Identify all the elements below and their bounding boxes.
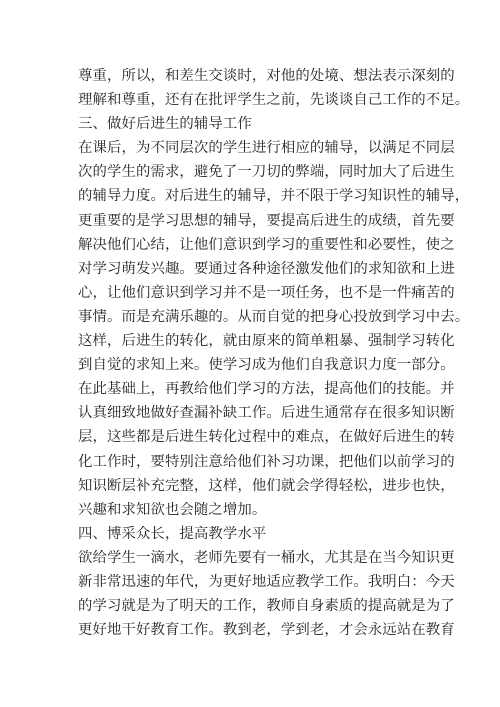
text-line: 在此基础上，再教给他们学习的方法，提高他们的技能。并 xyxy=(78,381,455,398)
text-line: 尊重，所以，和差生交谈时，对他的处境、想法表示深刻的 xyxy=(78,68,455,84)
body-text xyxy=(78,64,470,642)
section-heading: 四、博采众长，提高教学水平 xyxy=(78,525,267,542)
text-line: 理解和尊重，还有在批评学生之前，先谈谈自己工作的不足。 xyxy=(78,92,470,109)
section-heading: 三、做好后进生的辅导工作 xyxy=(78,116,252,133)
text-line: 欲给学生一滴水，老师先要有一桶水，尤其是在当今知识更 xyxy=(78,549,455,566)
text-line: 这样，后进生的转化，就由原来的简单粗暴、强制学习转化 xyxy=(78,333,455,350)
text-line: 的辅导力度。对后进生的辅导，并不限于学习知识性的辅导， xyxy=(78,188,470,205)
text-line: 在课后，为不同层次的学生进行相应的辅导，以满足不同层 xyxy=(78,140,455,157)
text-line: 到自觉的求知上来。使学习成为他们自我意识力度一部分。 xyxy=(78,357,455,374)
text-line: 更好地干好教育工作。教到老，学到老，才会永远站在教育 xyxy=(78,622,455,639)
text-line: 化工作时，要特别注意给他们补习功课，把他们以前学习的 xyxy=(78,453,455,470)
text-line: 知识断层补充完整，这样，他们就会学得轻松，进步也快， xyxy=(78,477,455,494)
text-line: 解决他们心结，让他们意识到学习的重要性和必要性，使之 xyxy=(78,236,455,253)
text-line: 次的学生的需求，避免了一刀切的弊端，同时加大了后进生 xyxy=(78,164,455,181)
text-line: 的学习就是为了明天的工作，教师自身素质的提高就是为了 xyxy=(78,598,455,615)
text-line: 新非常迅速的年代，为更好地适应教学工作。我明白：今天 xyxy=(78,573,455,590)
text-line: 心，让他们意识到学习并不是一项任务，也不是一件痛苦的 xyxy=(78,284,455,301)
text-line: 更重要的是学习思想的辅导，要提高后进生的成绩，首先要 xyxy=(78,212,455,229)
text-line: 层，这些都是后进生转化过程中的难点，在做好后进生的转 xyxy=(78,429,455,446)
text-line: 兴趣和求知欲也会随之增加。 xyxy=(78,501,267,518)
text-line: 认真细致地做好查漏补缺工作。后进生通常存在很多知识断 xyxy=(78,405,455,422)
text-line: 对学习萌发兴趣。要通过各种途径激发他们的求知欲和上进 xyxy=(78,260,455,277)
text-line: 事情。而是充满乐趣的。从而自觉的把身心投放到学习中去。 xyxy=(78,308,470,325)
